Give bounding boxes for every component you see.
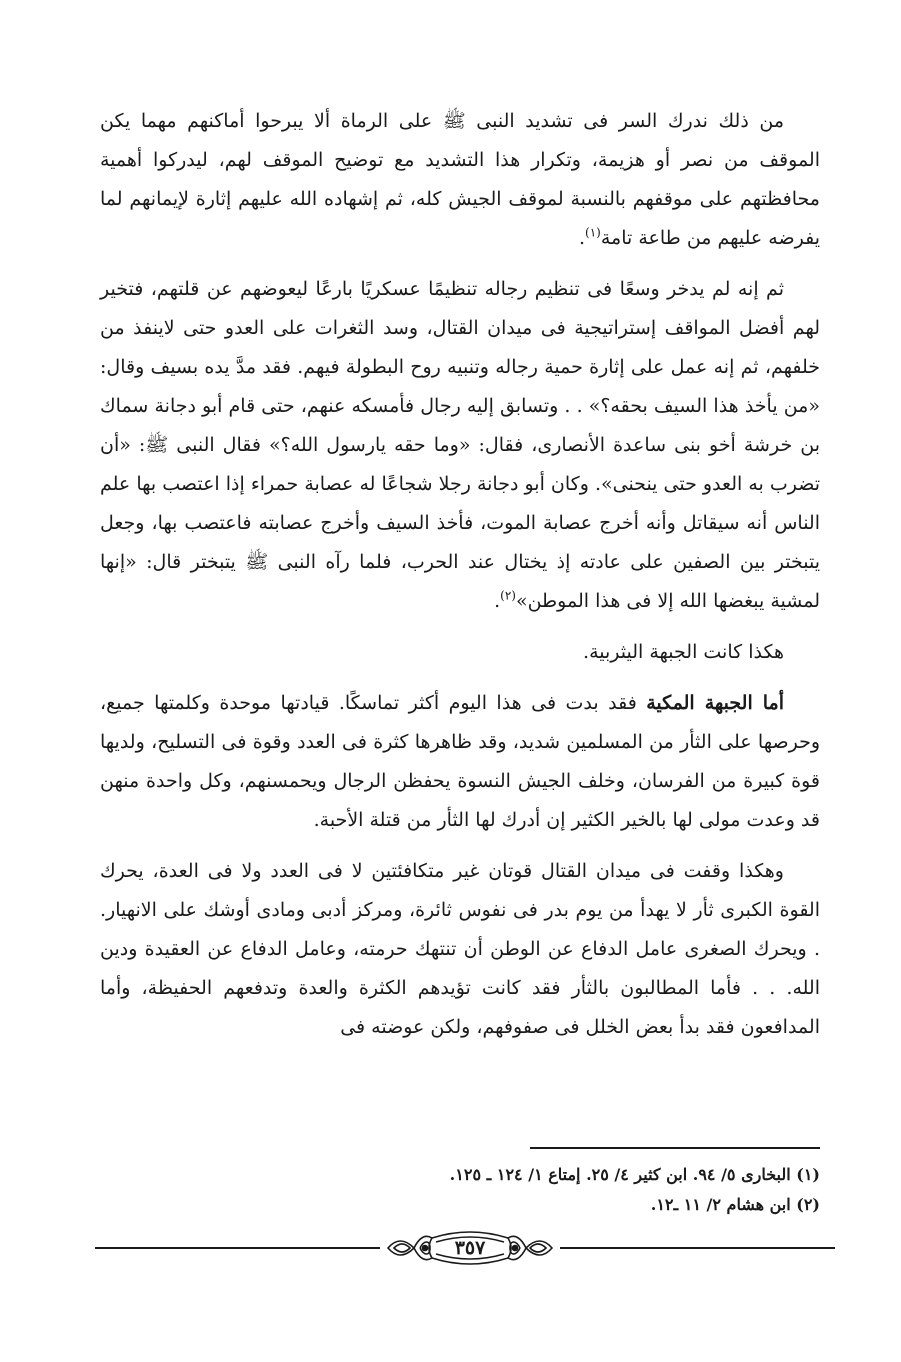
paragraph-archers — [100, 102, 820, 258]
paragraph-meccan-front-text: فقد بدت فى هذا اليوم أكثر تماسكًا. قيادتها موحدة وكلمتها جميع، وحرصها على الثأر من المسلمين شديد، وقد ظاهرها كثرة فى العدد وقوة فى التسليح، ولديها قوة كبيرة من الفرسان، وخلف الجيش النسوة يحفظن الرجال ويحمسنهم، وكل واحدة منهن قد وعدت مولى لها بالخير الكثير إن أدرك لها الثأر من قتلة الأحبة. — [100, 692, 820, 831]
paragraph-yathrib-front-text: هكذا كانت الجبهة اليثربية. — [583, 641, 784, 663]
footnote-ref-2[interactable]: (٢) — [500, 588, 516, 603]
page-body — [100, 102, 820, 1059]
page-footer — [95, 1228, 835, 1278]
meccan-front-heading: أما الجبهة المكية — [646, 692, 785, 714]
paragraph-organization-end: . — [494, 590, 501, 612]
footnotes — [100, 1160, 820, 1220]
page-number: ٣٥٧ — [454, 1237, 486, 1259]
paragraph-two-forces — [100, 852, 820, 1047]
paragraph-yathrib-front — [100, 633, 820, 672]
paragraph-organization-text: ثم إنه لم يدخر وسعًا فى تنظيم رجاله تنظيمًا عسكريًا بارعًا ليعوضهم عن قلتهم، فتخير لهم أفضل المواقف إستراتيجية فى ميدان القتال، وسد الثغرات على العدو حتى لاينفذ من خلفهم، ثم إنه عمل على إثارة حمية رجاله وتنبيه روح البطولة فيهم. فقد مدَّ يده بسيف وقال: «من يأخذ هذا السيف بحقه؟» . . وتسابق إليه رجال فأمسكه عنهم، حتى قام أبو دجانة سماك بن خرشة أخو بنى ساعدة الأنصارى، فقال: «وما حقه يارسول الله؟» فقال النبى ﷺ: «أن تضرب به العدو حتى ينحنى». وكان أبو دجانة رجلا شجاعًا له عصابة حمراء إذا اعتصب بها علم الناس أنه سيقاتل وأنه أخرج عصابة الموت، فأخذ السيف وأخرج عصابته فاعتصب بها، وجعل يتبختر بين الصفين على عادته إذ يختال عند الحرب، فلما رآه النبى ﷺ يتبختر قال: «إنها لمشية يبغضها الله إلا فى هذا الموطن» — [100, 278, 820, 612]
paragraph-two-forces-text: وهكذا وقفت فى ميدان القتال قوتان غير متكافئتين لا فى العدد ولا فى العدة، يحرك القوة الكبرى ثأر لا يهدأ من يوم بدر فى نفوس ثائرة، ومركز أدبى ومادى أوشك على الانهيار. . ويحرك الصغرى عامل الدفاع عن الوطن أن تنتهك حرمته، وعامل الدفاع عن العقيدة ودين الله. . . فأما المطالبون بالثأر فقد كانت تؤيدهم الكثرة والعدة وتدفعهم الحفيظة، وأما المدافعون فقد بدأ بعض الخلل فى صفوفهم، ولكن عوضته فى — [100, 860, 820, 1038]
paragraph-meccan-front — [100, 684, 820, 840]
footer-rule-right — [560, 1247, 835, 1249]
paragraph-archers-end: . — [578, 227, 586, 249]
footnote-2: (٢) ابن هشام ٢/ ١١ ـ١٢. — [650, 1195, 820, 1214]
footer-rule-left — [95, 1247, 380, 1249]
footnote-1: (١) البخارى ٥/ ٩٤. ابن كثير ٤/ ٢٥. إمتاع ١/ ١٢٤ ـ ١٢٥. — [449, 1165, 820, 1184]
footnote-ref-1[interactable]: (١) — [585, 225, 601, 240]
paragraph-archers-text: من ذلك ندرك السر فى تشديد النبى ﷺ على الرماة ألا يبرحوا أماكنهم مهما يكن الموقف من نصر أو هزيمة، وتكرار هذا التشديد مع توضيح الموقف لهم، ليدركوا أهمية محافظتهم على موقفهم بالنسبة لموقف الجيش كله، ثم إشهاده الله عليهم إثارة لإيمانهم لما يفرضه عليهم من طاعة تامة — [100, 110, 820, 249]
footnote-separator — [530, 1147, 820, 1149]
paragraph-organization — [100, 270, 820, 621]
